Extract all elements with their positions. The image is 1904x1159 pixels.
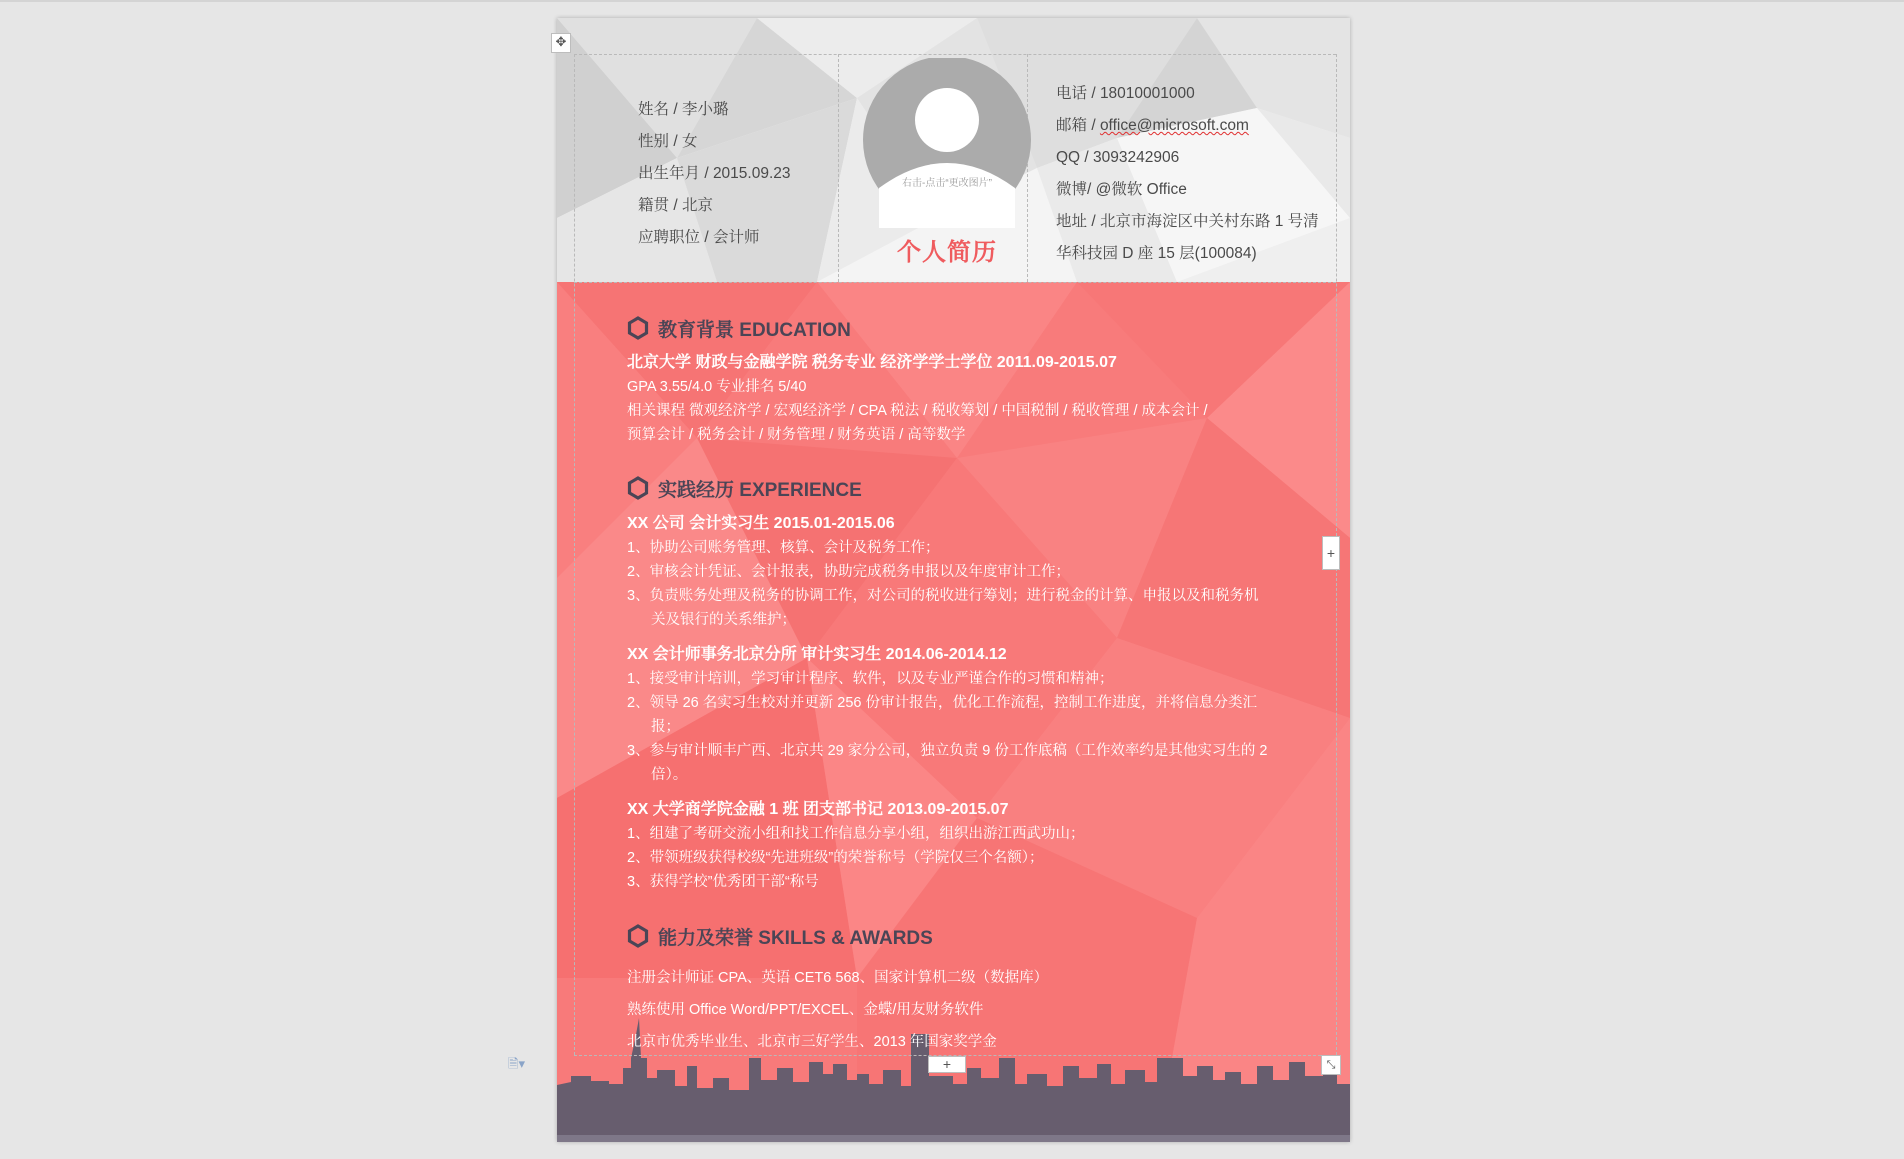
job-line[interactable]: 2、领导 26 名实习生校对并更新 256 份审计报告，优化工作流程，控制工作进度，并将信息分类汇 xyxy=(627,695,1257,711)
avatar-mask xyxy=(847,58,1047,228)
table-border-left xyxy=(574,54,575,1055)
hexagon-icon xyxy=(627,924,649,948)
contact-phone[interactable]: 电话 / 18010001000 xyxy=(1056,85,1195,102)
table-border-top xyxy=(574,54,1336,55)
paste-options-icon[interactable]: 🗎▾ xyxy=(508,1057,525,1072)
table-move-handle-icon[interactable]: ✥ xyxy=(551,33,571,53)
job-header[interactable]: XX 公司 会计实习生 2015.01-2015.06 xyxy=(627,515,895,532)
window-top-border xyxy=(0,0,1904,2)
education-line[interactable]: 相关课程 微观经济学 / 宏观经济学 / CPA 税法 / 税收筹划 / 中国税制 / 税收管理 / 成本会计 / xyxy=(627,403,1208,419)
education-header[interactable]: 北京大学 财政与金融学院 税务专业 经济学学士学位 2011.09-2015.07 xyxy=(627,354,1117,371)
job-line[interactable]: 1、协助公司账务管理、核算、会计及税务工作； xyxy=(627,540,940,556)
table-col-divider-1 xyxy=(838,54,839,282)
contact-address-cont[interactable]: 华科技园 D 座 15 层(100084) xyxy=(1056,245,1257,262)
skill-line[interactable]: 注册会计师证 CPA、英语 CET6 568、国家计算机二级（数据库） xyxy=(627,970,1049,986)
info-row-gender[interactable]: 性别 / 女 xyxy=(638,133,698,150)
add-column-button[interactable]: + xyxy=(1322,536,1340,570)
personal-info xyxy=(638,94,791,254)
contact-qq[interactable]: QQ / 3093242906 xyxy=(1056,149,1180,166)
contact-weibo[interactable]: 微博/ @微软 Office xyxy=(1056,181,1187,198)
avatar-caption: 右击-点击“更改图片” xyxy=(902,178,992,189)
document-page[interactable] xyxy=(557,18,1350,1142)
table-row-divider xyxy=(574,282,1336,283)
info-row-native-place[interactable]: 籍贯 / 北京 xyxy=(638,197,713,214)
add-row-button[interactable]: + xyxy=(928,1056,966,1073)
table-resize-handle-icon[interactable]: ⤡ xyxy=(1321,1055,1341,1075)
education-line[interactable]: GPA 3.55/4.0 专业排名 5/40 xyxy=(627,379,807,395)
skill-line[interactable]: 熟练使用 Office Word/PPT/EXCEL、金蝶/用友财务软件 xyxy=(627,1002,984,1018)
contact-info xyxy=(1056,78,1319,270)
skill-line[interactable]: 北京市优秀毕业生、北京市三好学生、2013 年国家奖学金 xyxy=(627,1034,997,1050)
job-line[interactable]: 3、负责账务处理及税务的协调工作，对公司的税收进行筹划；进行税金的计算、申报以及和税务机 xyxy=(627,588,1259,604)
info-row-name[interactable]: 姓名 / 李小璐 xyxy=(638,101,729,118)
job-line[interactable]: 1、接受审计培训，学习审计程序、软件，以及专业严谨合作的习惯和精神； xyxy=(627,671,1114,687)
job-line[interactable]: 2、审核会计凭证、会计报表，协助完成税务申报以及年度审计工作； xyxy=(627,564,1071,580)
job-header[interactable]: XX 会计师事务北京分所 审计实习生 2014.06-2014.12 xyxy=(627,646,1007,663)
job-line[interactable]: 2、带领班级获得校级“先进班级”的荣誉称号（学院仅三个名额）； xyxy=(627,850,1044,866)
resume-title: 个人简历 xyxy=(897,239,997,266)
job-line[interactable]: 3、参与审计顺丰广西、北京共 29 家分公司，独立负责 9 份工作底稿（工作效率约是其他实习生的 2 xyxy=(627,743,1268,759)
job-line[interactable]: 3、获得学校”优秀团干部“称号 xyxy=(627,874,819,890)
job-header[interactable]: XX 大学商学院金融 1 班 团支部书记 2013.09-2015.07 xyxy=(627,801,1009,818)
contact-address[interactable]: 地址 / 北京市海淀区中关村东路 1 号清 xyxy=(1056,213,1319,230)
education-line[interactable]: 预算会计 / 税务会计 / 财务管理 / 财务英语 / 高等数学 xyxy=(627,427,966,443)
info-row-position[interactable]: 应聘职位 / 会计师 xyxy=(638,229,760,246)
job-line[interactable]: 关及银行的关系维护； xyxy=(651,612,796,628)
job-line[interactable]: 1、组建了考研交流小组和找工作信息分享小组，组织出游江西武功山； xyxy=(627,826,1085,842)
info-row-birth[interactable]: 出生年月 / 2015.09.23 xyxy=(638,165,791,182)
section-heading-education[interactable]: 教育背景 EDUCATION xyxy=(627,316,851,342)
hexagon-icon xyxy=(627,476,649,500)
contact-email[interactable]: 邮箱 / office@microsoft.com xyxy=(1056,117,1249,134)
job-line[interactable]: 倍）。 xyxy=(651,767,688,783)
hexagon-icon xyxy=(627,316,649,340)
section-heading-skills[interactable]: 能力及荣誉 SKILLS & AWARDS xyxy=(627,924,933,950)
job-line[interactable]: 报； xyxy=(651,719,680,735)
section-heading-experience[interactable]: 实践经历 EXPERIENCE xyxy=(627,476,862,502)
